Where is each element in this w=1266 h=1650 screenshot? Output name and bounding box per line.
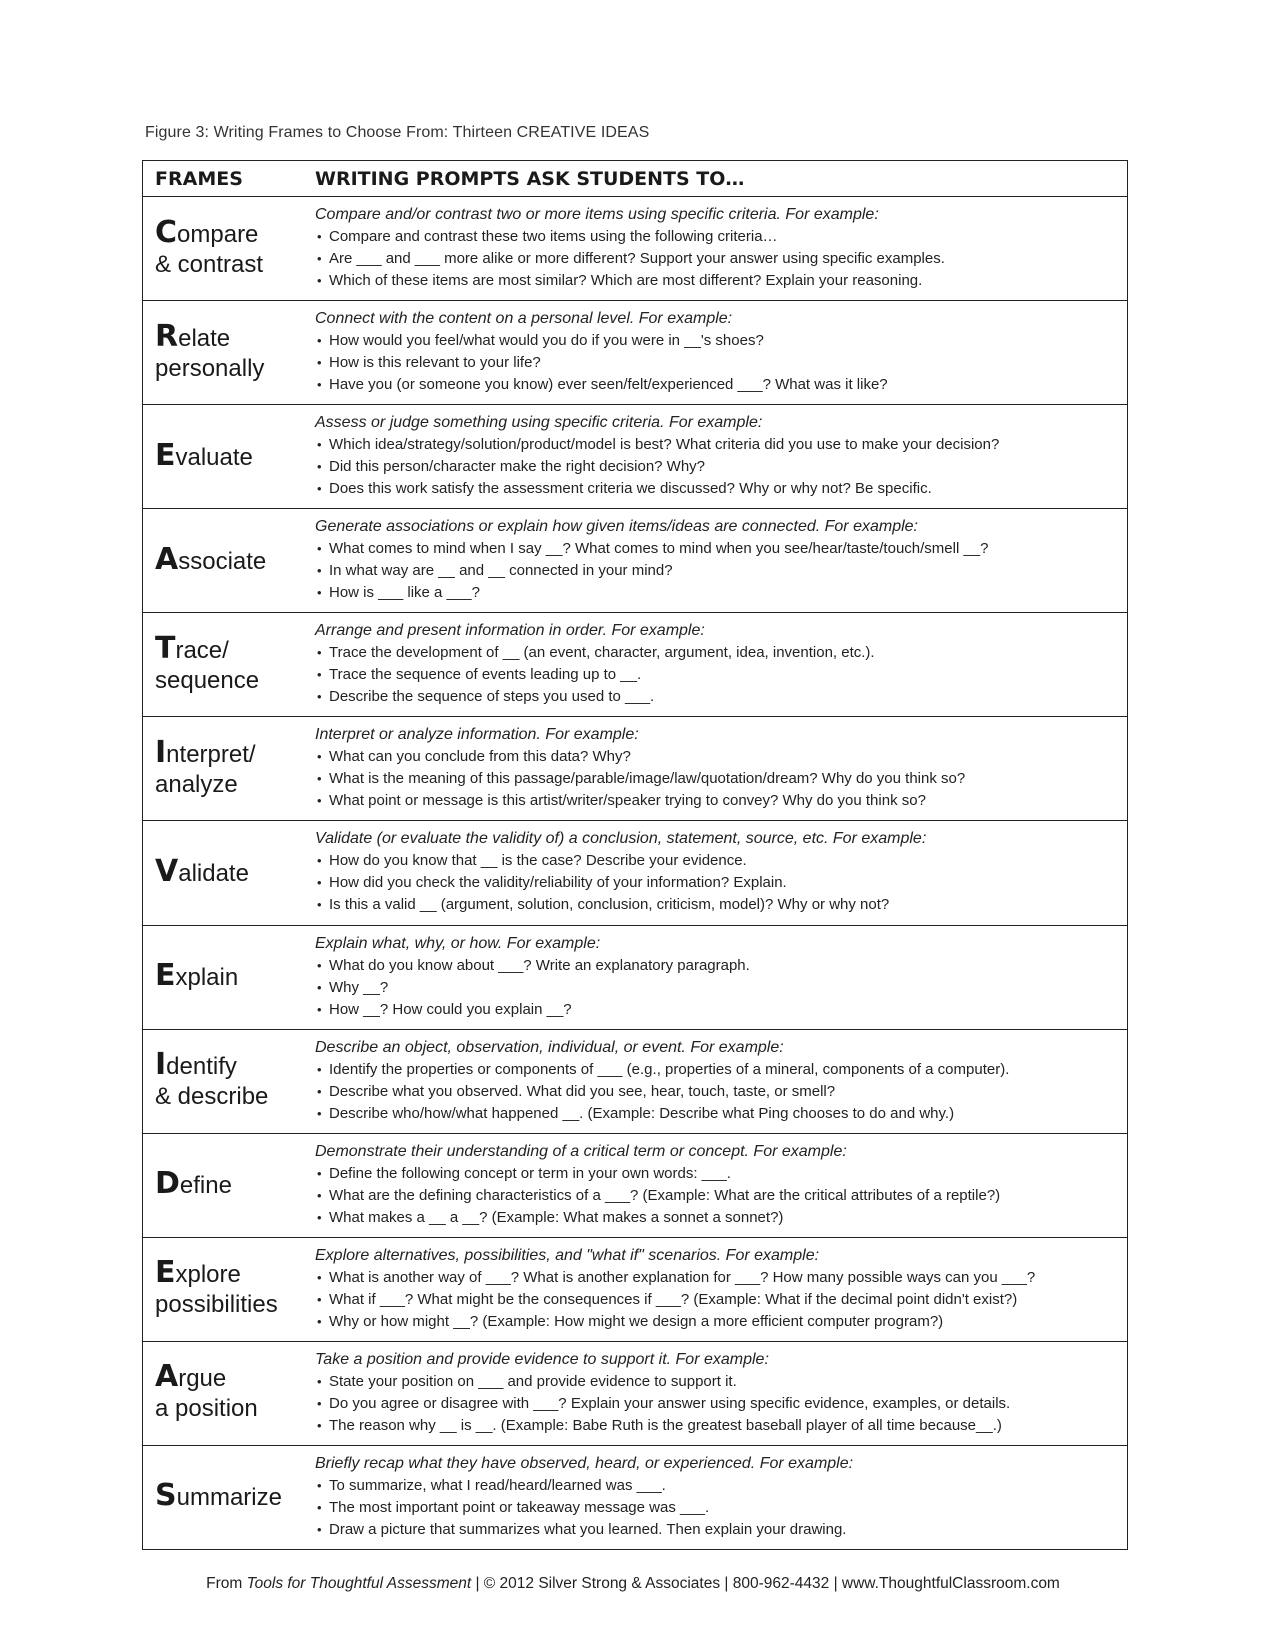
prompt-bullet-item: • What makes a __ a __? (Example: What makes a sonnet a sonnet?) [315,1207,1121,1229]
figure-caption: Figure 3: Writing Frames to Choose From: Thirteen CREATIVE IDEAS [145,124,650,141]
prompt-bullet-item: • How is this relevant to your life? [315,352,1121,374]
frame-name-cell [143,197,315,300]
table-row [143,1446,1127,1549]
prompt-bullet-item: • How is ___ like a ___? [315,582,1121,604]
prompt-bullet-list [315,538,1121,604]
prompt-bullet-item: • Draw a picture that summarizes what you learned. Then explain your drawing. [315,1519,1121,1541]
prompt-bullet-item: • What is another way of ___? What is another explanation for ___? How many possible ways can you ___? [315,1267,1121,1289]
prompt-bullet-item: • How would you feel/what would you do if you were in __'s shoes? [315,330,1121,352]
frame-initial-letter: A [155,1359,179,1395]
frame-name-line2: personally [155,354,265,382]
frame-initial-letter: C [155,214,178,250]
frame-name-line1 [155,958,315,994]
table-row [143,613,1127,717]
frame-name-rest: dentify [166,1053,237,1081]
frame-name-rest: ummarize [176,1484,282,1512]
prompt-bullet-item: • State your position on ___ and provide evidence to support it. [315,1371,1121,1393]
frame-name-cell [143,717,315,820]
prompt-bullet-item: • What is the meaning of this passage/parable/image/law/quotation/dream? Why do you think so? [315,768,1121,790]
prompt-intro: Validate (or evaluate the validity of) a conclusion, statement, source, etc. For example: [315,830,927,848]
prompt-bullet-list [315,1267,1121,1333]
frame-initial-letter: E [155,437,176,473]
frame-name-line1 [155,854,315,889]
prompt-bullet-item: • Which of these items are most similar? Which are most different? Explain your reasoning. [315,270,1121,292]
frame-name-line2: a position [155,1395,258,1423]
prompt-intro: Compare and/or contrast two or more items using specific criteria. For example: [315,206,879,223]
prompt-bullet-item: • What point or message is this artist/writer/speaker trying to convey? Why do you think so? [315,790,1121,812]
frame-name-line1 [155,1166,315,1202]
prompt-bullet-item: • Is this a valid __ (argument, solution, conclusion, criticism, model)? Why or why not? [315,894,1121,916]
frame-initial-letter: A [155,541,179,577]
frame-name-rest: ompare [177,220,259,248]
frame-name-cell [143,926,315,1029]
prompt-bullet-list [315,1475,1121,1541]
prompt-cell [315,405,1127,508]
frame-initial-letter: E [155,1255,176,1291]
prompt-bullet-item: • What are the defining characteristics of a ___? (Example: What are the critical attributes of a reptile?) [315,1185,1121,1207]
prompt-bullet-list [315,955,1121,1021]
frame-name-cell [143,613,315,716]
frame-name-line1 [155,630,315,666]
table-row [143,509,1127,613]
prompt-bullet-list [315,226,1121,292]
prompt-bullet-item: • Describe who/how/what happened __. (Example: Describe what Ping chooses to do and why.) [315,1103,1121,1125]
prompt-bullet-item: • What if ___? What might be the consequences if ___? (Example: What if the decimal point didn't exist?) [315,1289,1121,1311]
prompt-bullet-item: • The most important point or takeaway message was ___. [315,1497,1121,1519]
prompt-cell [315,197,1127,300]
prompt-intro: Take a position and provide evidence to support it. For example: [315,1350,769,1368]
frame-name-line1 [155,1478,315,1514]
prompt-bullet-item: • In what way are __ and __ connected in your mind? [315,560,1121,582]
frame-initial-letter: T [155,630,176,666]
frame-name-rest: ssociate [178,547,267,575]
frame-name-cell [143,405,315,508]
frame-initial-letter: R [155,318,179,354]
frame-name-line2: analyze [155,770,238,798]
prompt-intro: Explore alternatives, possibilities, and "what if" scenarios. For example: [315,1246,820,1264]
prompt-intro: Assess or judge something using specific criteria. For example: [315,414,763,432]
prompt-cell [315,1446,1127,1549]
prompt-bullet-item: • Why or how might __? (Example: How might we design a more efficient computer program?) [315,1311,1121,1333]
prompt-bullet-item: • Describe the sequence of steps you used to ___. [315,686,1121,708]
prompt-bullet-item: • How do you know that __ is the case? Describe your evidence. [315,850,1121,872]
prompt-bullet-list [315,330,1121,396]
prompt-bullet-item: • What comes to mind when I say __? What comes to mind when you see/hear/taste/touch/smell __? [315,538,1121,560]
prompt-intro: Connect with the content on a personal level. For example: [315,310,733,328]
prompt-cell [315,1134,1127,1237]
table-row [143,405,1127,509]
frame-initial-letter: I [155,1047,167,1083]
frame-name-line1 [155,1047,315,1083]
prompt-bullet-item: • Compare and contrast these two items using the following criteria… [315,226,1121,248]
frame-name-cell [143,1030,315,1133]
prompt-bullet-item: • Are ___ and ___ more alike or more different? Support your answer using specific examples. [315,248,1121,270]
prompt-bullet-list [315,1059,1121,1125]
prompt-cell [315,613,1127,716]
prompt-cell [315,926,1127,1029]
frame-name-line1 [155,318,315,354]
frame-initial-letter: I [155,734,167,770]
prompt-cell [315,1030,1127,1133]
frame-initial-letter: D [155,1166,180,1202]
table-row [143,821,1127,925]
frame-name-line2: & contrast [155,250,264,278]
table-row [143,1342,1127,1446]
prompt-cell [315,301,1127,404]
frame-name-cell [143,509,315,612]
frame-name-line1 [155,437,315,473]
frame-name-rest: efine [179,1172,232,1200]
frame-name-rest: nterpret/ [166,740,256,768]
frame-name-cell [143,301,315,404]
prompt-intro: Briefly recap what they have observed, heard, or experienced. For example: [315,1454,854,1472]
prompt-intro: Generate associations or explain how given items/ideas are connected. For example: [315,518,918,536]
prompt-bullet-list [315,1371,1121,1437]
frame-initial-letter: S [155,1478,177,1514]
prompt-intro: Arrange and present information in order. For example: [315,622,705,640]
frame-name-line1 [155,734,315,770]
frame-name-rest: alidate [178,860,249,887]
table-row [143,1030,1127,1134]
table-row [143,197,1127,301]
table-header-row [143,161,1127,197]
prompt-bullet-list [315,434,1121,500]
prompt-cell [315,509,1127,612]
frame-name-line2: sequence [155,666,260,694]
prompt-cell [315,717,1127,820]
footer-book-title: Tools for Thoughtful Assessment [246,1575,472,1592]
prompt-bullet-item: • Define the following concept or term in your own words: ___. [315,1163,1121,1185]
footer-credits: | © 2012 Silver Strong & Associates | 800-962-4432 | www.ThoughtfulClassroom.com [471,1575,1060,1592]
prompt-intro: Interpret or analyze information. For example: [315,726,639,744]
prompt-bullet-list [315,850,1121,916]
frame-name-line1 [155,1359,315,1395]
prompt-bullet-item: • How did you check the validity/reliability of your information? Explain. [315,872,1121,894]
prompt-cell [315,1342,1127,1445]
prompt-bullet-list [315,746,1121,812]
frame-name-cell [143,1134,315,1237]
frame-name-line1 [155,214,315,250]
prompt-bullet-item: • Why __? [315,977,1121,999]
frame-name-rest: elate [178,324,231,352]
frame-name-cell [143,1238,315,1341]
frame-name-line2: possibilities [155,1291,278,1319]
prompt-bullet-list [315,642,1121,708]
page-footer [0,1575,1266,1593]
prompt-bullet-item: • Describe what you observed. What did you see, hear, touch, taste, or smell? [315,1081,1121,1103]
frame-name-rest: rgue [178,1365,227,1393]
frame-initial-letter: E [155,958,176,994]
footer-prefix: From [206,1575,247,1592]
frame-name-cell [143,1446,315,1549]
prompt-bullet-item: • Did this person/character make the right decision? Why? [315,456,1121,478]
prompt-bullet-item: • Have you (or someone you know) ever seen/felt/experienced ___? What was it like? [315,374,1121,396]
prompt-cell [315,1238,1127,1341]
table-row [143,301,1127,405]
prompt-bullet-item: • What do you know about ___? Write an explanatory paragraph. [315,955,1121,977]
prompt-intro: Demonstrate their understanding of a critical term or concept. For example: [315,1142,847,1160]
prompts-column-header: WRITING PROMPTS ASK STUDENTS TO… [315,167,745,190]
prompt-bullet-item: • How __? How could you explain __? [315,999,1121,1021]
prompt-bullet-item: • Which idea/strategy/solution/product/model is best? What criteria did you use to make your decision? [315,434,1121,456]
frames-column-header: FRAMES [155,167,243,190]
frame-name-rest: valuate [175,443,253,471]
table-row [143,717,1127,821]
table-row [143,1134,1127,1238]
table-row [143,1238,1127,1342]
frame-name-line1 [155,1255,315,1291]
prompt-intro: Explain what, why, or how. For example: [315,934,601,952]
prompt-cell [315,821,1127,924]
prompt-bullet-item: • Trace the sequence of events leading up to __. [315,664,1121,686]
prompt-bullet-item: • The reason why __ is __. (Example: Babe Ruth is the greatest baseball player of all time because__.) [315,1415,1121,1437]
frame-name-cell [143,1342,315,1445]
frame-initial-letter: V [155,854,179,889]
frame-name-cell [143,821,315,924]
frame-name-rest: xplain [175,964,239,992]
prompt-intro: Describe an object, observation, individual, or event. For example: [315,1038,784,1056]
frame-name-line1 [155,541,315,577]
prompt-bullet-item: • Do you agree or disagree with ___? Explain your answer using specific evidence, examples, or details. [315,1393,1121,1415]
prompt-bullet-item: • What can you conclude from this data? Why? [315,746,1121,768]
prompt-bullet-list [315,1163,1121,1229]
table-row [143,926,1127,1030]
prompt-bullet-item: • To summarize, what I read/heard/learned was ___. [315,1475,1121,1497]
frame-name-rest: xplore [175,1261,241,1289]
frame-name-line2: & describe [155,1083,269,1111]
prompt-bullet-item: • Identify the properties or components of ___ (e.g., properties of a mineral, components of a computer). [315,1059,1121,1081]
prompt-bullet-item: • Does this work satisfy the assessment criteria we discussed? Why or why not? Be specific. [315,478,1121,500]
prompt-bullet-item: • Trace the development of __ (an event, character, argument, idea, invention, etc.). [315,642,1121,664]
writing-frames-table [142,160,1128,1550]
frame-name-rest: race/ [175,636,229,664]
